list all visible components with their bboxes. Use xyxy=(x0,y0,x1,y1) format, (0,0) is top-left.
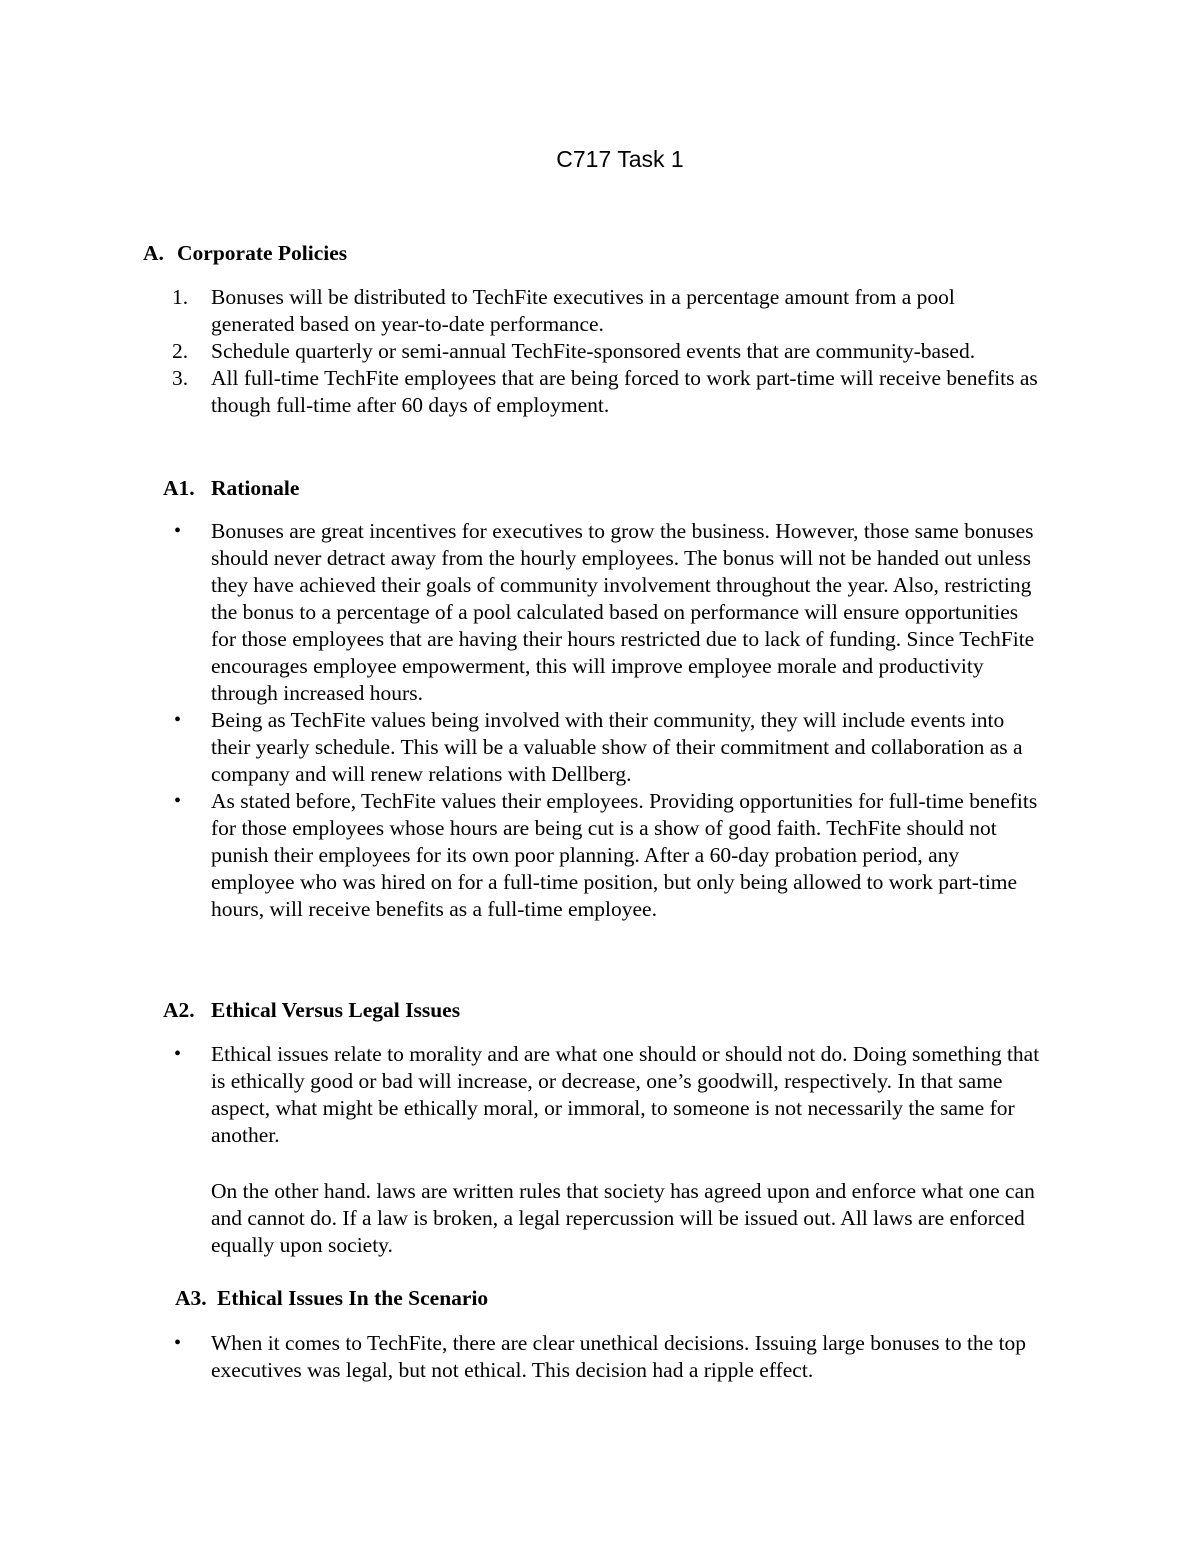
heading-label: A3. xyxy=(175,1286,207,1310)
heading-ethical-versus-legal xyxy=(163,997,460,1024)
list-item-text: Bonuses are great incentives for executives to grow the business. However, those same bonuses should never detract away from the hourly employees. The bonus will not be handed out unless they have achieved their goals of community involvement throughout the year. Also, restricting the bonus to a percentage of a pool calculated based on performance will ensure opportunities for those employees that are having their hours restricted due to lack of funding. Since TechFite encourages employee empowerment, this will improve employee morale and productivity through increased hours. xyxy=(211,519,1035,705)
heading-label: A2. xyxy=(163,998,195,1022)
bullet-marker: • xyxy=(174,709,182,731)
list-item xyxy=(0,707,1043,788)
bullet-marker: • xyxy=(174,1043,182,1065)
list-item xyxy=(0,338,1043,365)
heading-text: Rationale xyxy=(211,476,300,500)
bullet-marker: • xyxy=(174,520,182,542)
list-item-text: Bonuses will be distributed to TechFite executives in a percentage amount from a pool generated based on year-to-date performance. xyxy=(211,285,955,336)
list-item xyxy=(0,365,1043,419)
list-item-text: As stated before, TechFite values their employees. Providing opportunities for full-time benefits for those employees whose hours are being cut is a show of good faith. TechFite should not punish their employees for its own poor planning. After a 60-day probation period, any employee who was hired on for a full-time position, but only being allowed to work part-time hours, will receive benefits as a full-time employee. xyxy=(211,789,1038,921)
bullet-marker: • xyxy=(174,1332,182,1354)
ethical-issues-list xyxy=(0,1330,1200,1384)
heading-text: Corporate Policies xyxy=(177,241,348,265)
list-item xyxy=(0,284,1043,338)
list-item-text: When it comes to TechFite, there are clear unethical decisions. Issuing large bonuses to the top executives was legal, but not ethical. This decision had a ripple effect. xyxy=(211,1331,1027,1382)
heading-label: A. xyxy=(143,241,164,265)
corporate-policies-list xyxy=(0,284,1200,419)
heading-label: A1. xyxy=(163,476,195,500)
list-marker: 1. xyxy=(172,285,189,309)
list-marker: 3. xyxy=(172,366,189,390)
heading-text: Ethical Issues In the Scenario xyxy=(217,1286,489,1310)
rationale-list xyxy=(0,518,1200,923)
list-item-text: Ethical issues relate to morality and are what one should or should not do. Doing something that is ethically good or bad will increase, or decrease, one’s goodwill, respectively. In that same aspect, what might be ethically moral, or immoral, to someone is not necessarily the same for another. xyxy=(211,1042,1040,1147)
list-item xyxy=(0,518,1043,707)
heading-text: Ethical Versus Legal Issues xyxy=(211,998,461,1022)
list-marker: 2. xyxy=(172,339,189,363)
bullet-marker: • xyxy=(174,790,182,812)
list-item-text: Being as TechFite values being involved with their community, they will include events into their yearly schedule. This will be a valuable show of their commitment and collaboration as a company and will renew relations with Dellberg. xyxy=(211,708,1023,786)
ethical-legal-list xyxy=(0,1041,1200,1149)
laws-paragraph: On the other hand. laws are written rules that society has agreed upon and enforce what one can and cannot do. If a law is broken, a legal repercussion will be issued out. All laws are enforced equally upon society. xyxy=(211,1179,1035,1257)
list-item-text: Schedule quarterly or semi-annual TechFite-sponsored events that are community-based. xyxy=(211,339,976,363)
document-title: C717 Task 1 xyxy=(556,146,684,172)
list-item-text: All full-time TechFite employees that are being forced to work part-time will receive benefits as though full-time after 60 days of employment. xyxy=(211,366,1038,417)
heading-rationale xyxy=(163,475,299,502)
heading-ethical-issues-scenario xyxy=(175,1285,488,1312)
list-item xyxy=(0,1041,1043,1149)
heading-corporate-policies xyxy=(143,240,347,267)
list-item xyxy=(0,1330,1043,1384)
list-item xyxy=(0,788,1043,923)
